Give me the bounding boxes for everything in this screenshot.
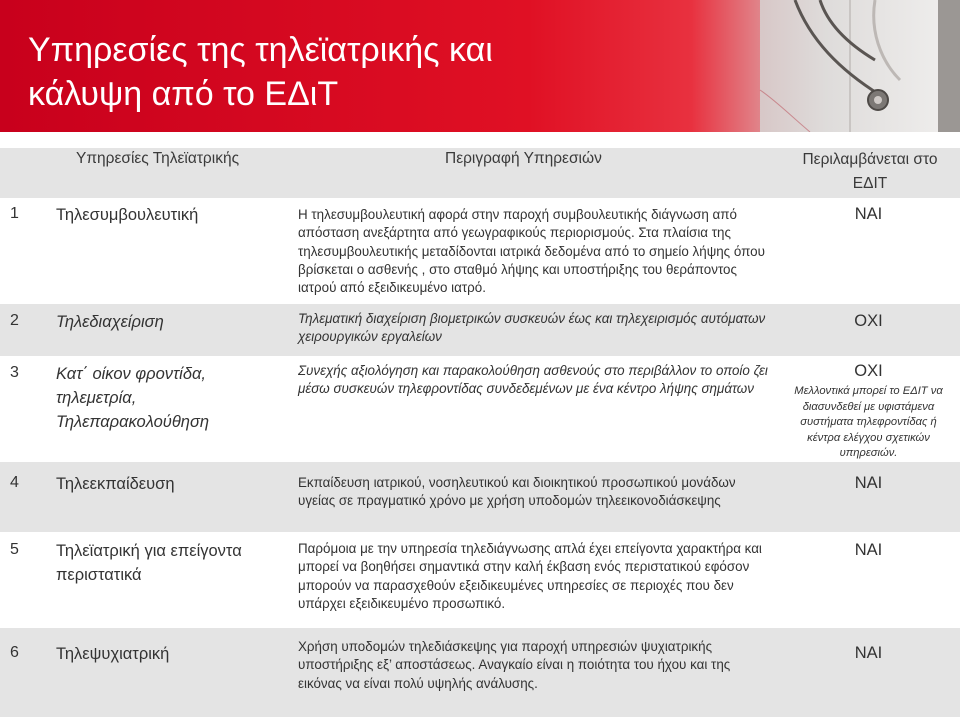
header-description: Περιγραφή Υπηρεσιών bbox=[445, 150, 602, 167]
row-included-note: Μελλοντικά μπορεί το ΕΔΙΤ να διασυνδεθεί με υφιστάμενα συστήματα τηλεφροντίδας ή κέντρα ελέγχου σχετικών υπηρεσιών. bbox=[794, 385, 943, 459]
row-included: ΝΑΙ bbox=[854, 205, 883, 223]
row-description: Συνεχής αξιολόγηση και παρακολούθηση ασθενούς στο περιβάλλον το οποίο ζει μέσω συσκευών τηλεφροντίδας συνδεδεμένων με ένα κέντρο λήψης σημάτων bbox=[298, 363, 768, 397]
slide-title-line2: κάλυψη από το ΕΔιΤ bbox=[28, 75, 339, 113]
row-included: ΝΑΙ bbox=[854, 541, 883, 559]
row-number: 4 bbox=[10, 474, 19, 491]
table-row bbox=[0, 356, 960, 462]
row-description: Η τηλεσυμβουλευτική αφορά στην παροχή συμβουλευτικής διάγνωση από απόσταση ανεξάρτητα από γεωγραφικούς περιορισμούς. Στα πλαίσια της τηλεσυμβουλευτικής μεταδίδονται ιατρικά δεδομένα από το σημείο λήψης όπου βρίσκεται ο ασθενής , στο σταθμό λήψης και υποστήριξης του θεράποντος ιατρού από εξειδικευμένο ιατρό. bbox=[298, 207, 765, 296]
row-included: ΝΑΙ bbox=[854, 644, 883, 662]
row-service: Τηλεδιαχείριση bbox=[56, 313, 164, 331]
slide-title-line1: Υπηρεσίες της τηλεϊατρικής και bbox=[28, 31, 493, 69]
row-included: ΝΑΙ bbox=[854, 474, 883, 492]
row-number: 5 bbox=[10, 541, 19, 558]
slide-title bbox=[28, 28, 493, 116]
table-row bbox=[0, 304, 960, 356]
row-number: 6 bbox=[10, 644, 19, 661]
row-service: Τηλεσυμβουλευτική bbox=[56, 206, 199, 224]
row-service: Κατ΄ οίκον φροντίδα, τηλεμετρία, Τηλεπαρακολούθηση bbox=[56, 365, 210, 431]
table-row bbox=[0, 462, 960, 532]
doctor-stethoscope-image bbox=[700, 0, 960, 132]
header-included: Περιλαμβάνεται στο ΕΔΙΤ bbox=[802, 151, 938, 192]
header-service: Υπηρεσίες Τηλεϊατρικής bbox=[76, 150, 240, 167]
row-description: Εκπαίδευση ιατρικού, νοσηλευτικού και διοικητικού προσωπικού μονάδων υγείας σε πραγματικό χρόνο με χρήση υποδομών τηλεεικονοδιάσκεψης bbox=[298, 475, 736, 509]
table-row bbox=[0, 628, 960, 717]
row-description: Χρήση υποδομών τηλεδιάσκεψης για παροχή υπηρεσιών ψυχιατρικής υποστήριξης εξ’ αποστάσεως. Αναγκαίο είναι η ποιότητα του ήχου και της εικόνας να είναι πολύ υψηλής ανάλυσης. bbox=[298, 639, 731, 691]
row-description: Παρόμοια με την υπηρεσία τηλεδιάγνωσης απλά έχει επείγοντα χαρακτήρα και μπορεί να βοηθήσει σημαντικά στην καλή έκβαση ενός περιστατικού εφόσον μπορούν να παρασχεθούν εξειδικευμένες υπηρεσίες σε περιοχές που δεν υπάρχει εξειδικευμένο προσωπικό. bbox=[298, 541, 762, 611]
row-service: Τηλεψυχιατρική bbox=[56, 645, 170, 663]
row-service: Τηλεϊατρική για επείγοντα περιστατικά bbox=[56, 542, 242, 584]
title-banner bbox=[0, 0, 960, 132]
row-included: ΟΧΙ bbox=[854, 312, 883, 330]
row-number: 1 bbox=[10, 205, 19, 222]
row-included-cell bbox=[786, 362, 951, 462]
table-row bbox=[0, 532, 960, 628]
row-service: Τηλεεκπαίδευση bbox=[56, 475, 175, 493]
table-header bbox=[0, 148, 960, 198]
row-number: 3 bbox=[10, 364, 19, 381]
row-number: 2 bbox=[10, 312, 19, 329]
row-description: Τηλεματική διαχείριση βιομετρικών συσκευών έως και τηλεχειρισμός αυτόματων χειρουργικών εργαλείων bbox=[298, 311, 766, 345]
row-included: ΟΧΙ bbox=[854, 362, 883, 380]
table-row bbox=[0, 198, 960, 304]
